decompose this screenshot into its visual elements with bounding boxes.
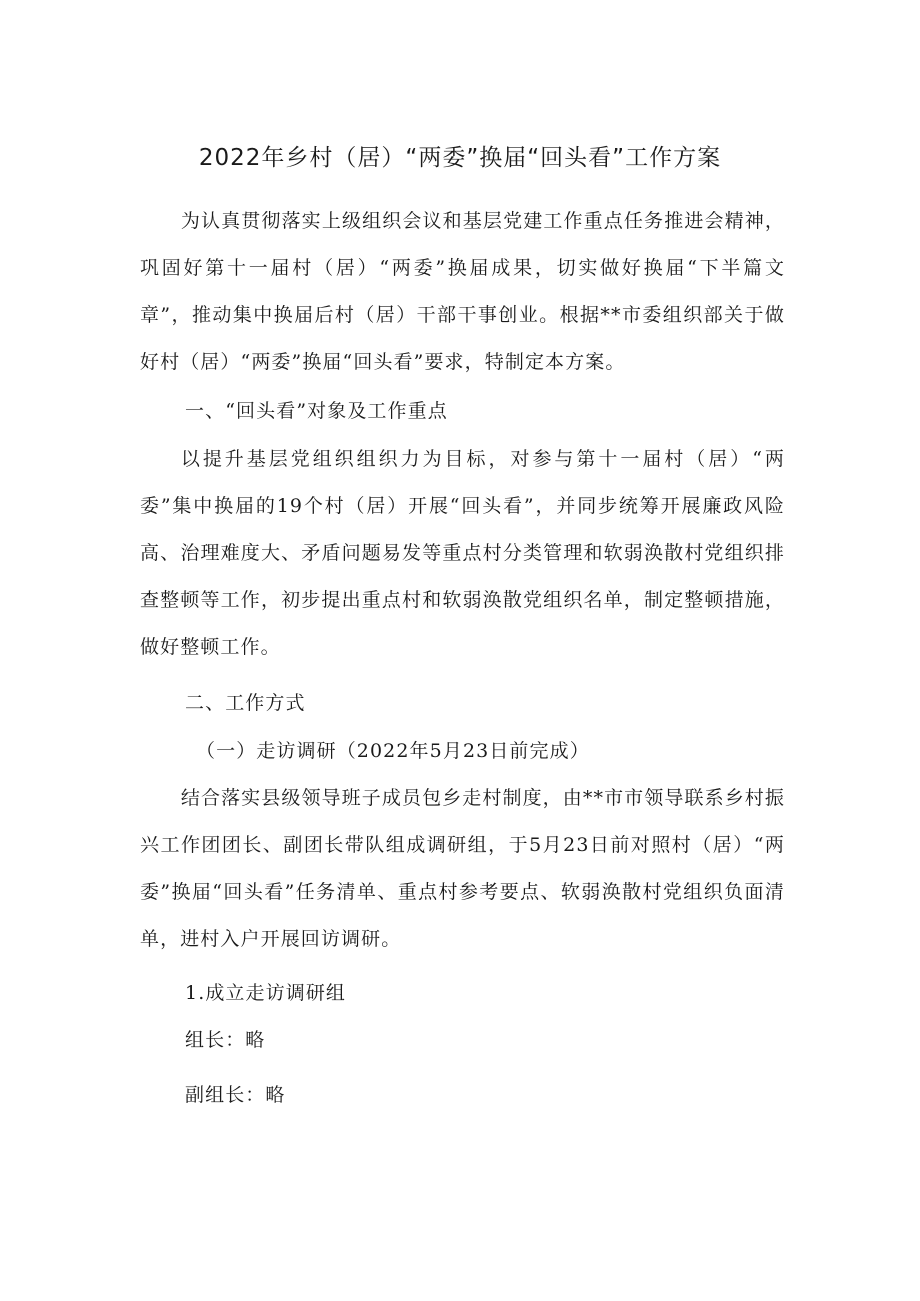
document-title: 2022年乡村（居）“两委”换届“回头看”工作方案	[198, 145, 722, 171]
item-1-heading: 1.成立走访调研组	[185, 982, 347, 1004]
subsection-1-heading: （一）走访调研（2022年5月23日前完成）	[196, 740, 590, 762]
section-2-heading: 二、工作方式	[185, 692, 306, 714]
group-leader-line: 组长：略	[185, 1029, 266, 1051]
section-1-paragraph: 以提升基层党组织组织力为目标，对参与第十一届村（居）“两委”集中换届的19个村（居）开展“回头看”，并同步统筹开展廉政风险高、治理难度大、矛盾问题易发等重点村分类管理和软弱涣散村党组织排查整顿等工作，初步提出重点村和软弱涣散党组织名单，制定整顿措施，做好整顿工作。	[140, 448, 785, 658]
subsection-1-paragraph: 结合落实县级领导班子成员包乡走村制度，由**市市领导联系乡村振兴工作团团长、副团长带队组成调研组，于5月23日前对照村（居）“两委”换届“回头看”任务清单、重点村参考要点、软弱涣散村党组织负面清单，进村入户开展回访调研。	[140, 787, 785, 950]
section-1-heading: 一、“回头看”对象及工作重点	[185, 400, 448, 422]
intro-paragraph: 为认真贯彻落实上级组织会议和基层党建工作重点任务推进会精神，巩固好第十一届村（居）“两委”换届成果，切实做好换届“下半篇文章”，推动集中换届后村（居）干部干事创业。根据**市委组织部关于做好村（居）“两委”换届“回头看”要求，特制定本方案。	[140, 210, 785, 373]
deputy-group-leader-line: 副组长：略	[185, 1084, 286, 1106]
